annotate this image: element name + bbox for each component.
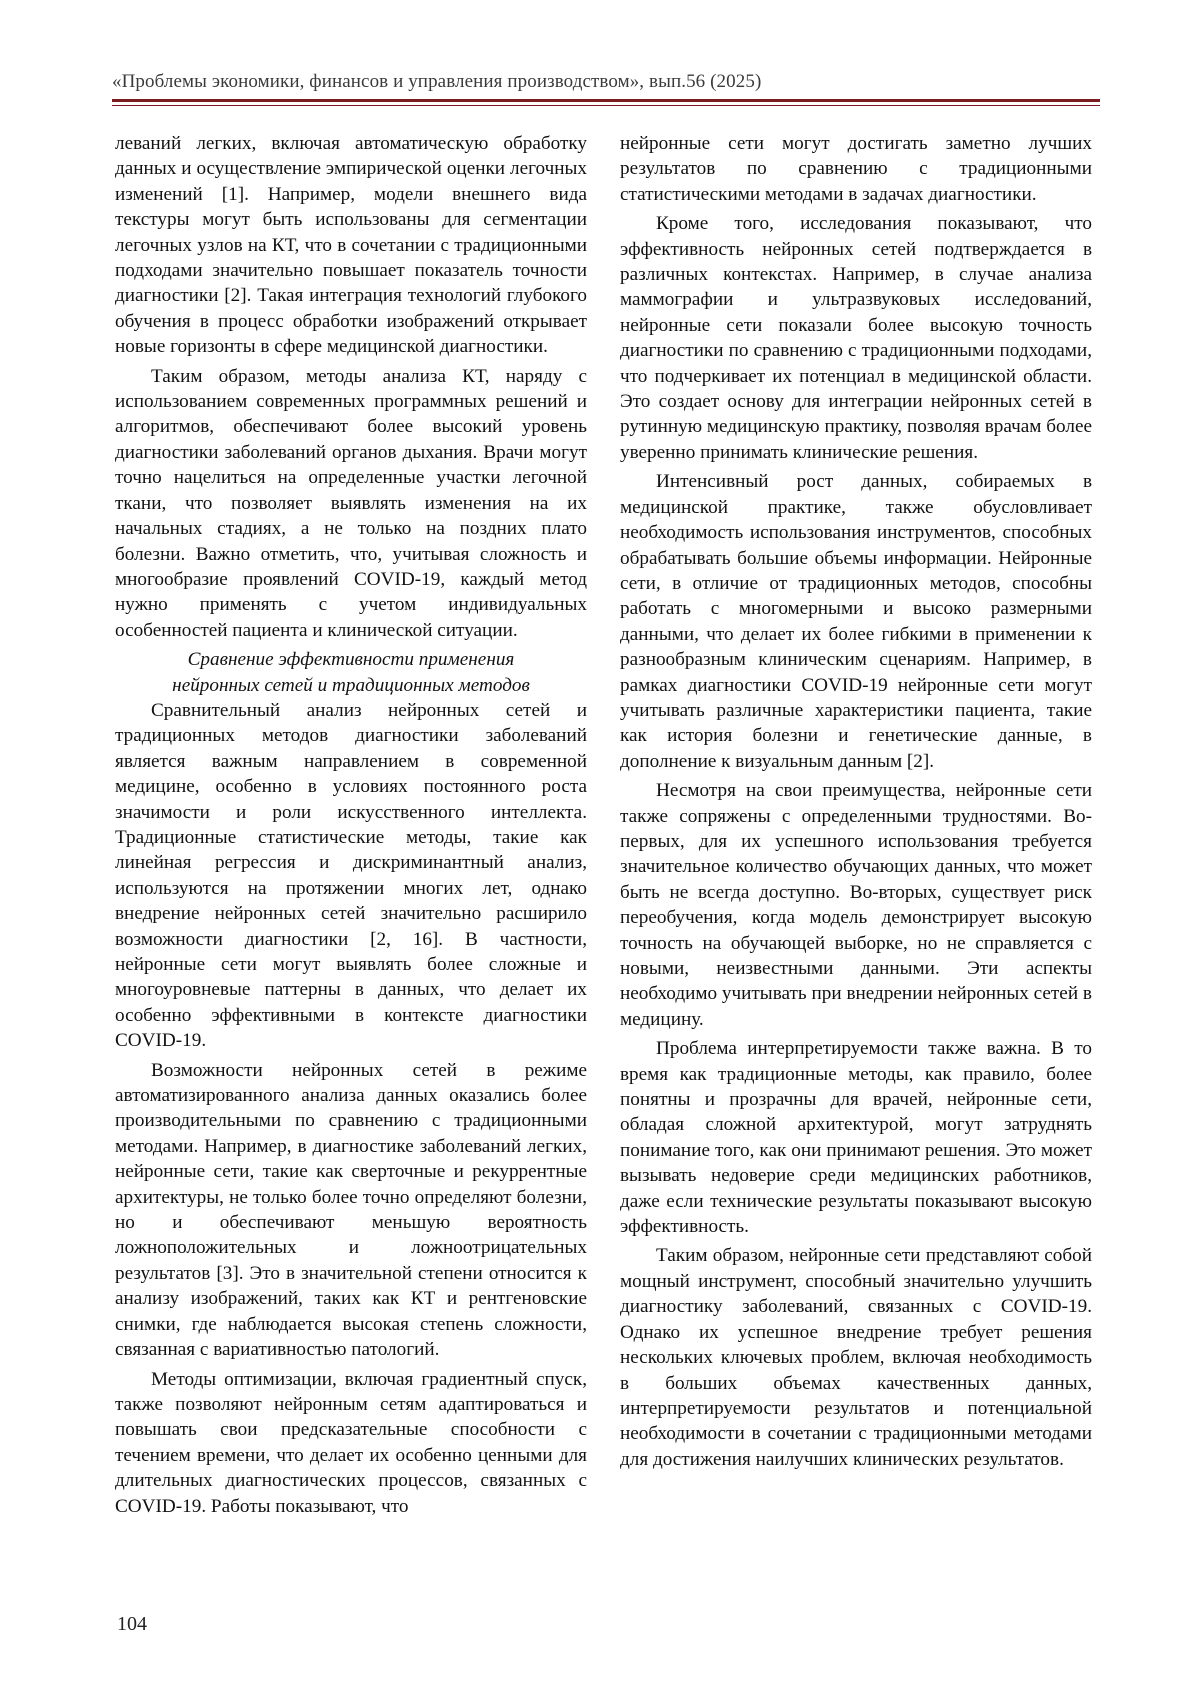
right-paragraph-6: Таким образом, нейронные сети представляют собой мощный инструмент, способный значительно улучшить диагностику заболеваний, связанных с COVID-19. Однако их успешное внедрение требует решения нескольких ключевых проблем, включая необходимость в больших объемах качественных данных, интерпретируемости результатов и потенциальной необходимости в сочетании с традиционными методами для достижения наилучших клинических результатов. [620, 1245, 1092, 1470]
subheading-line-1: Сравнение эффективности применения [187, 649, 515, 671]
right-paragraph-1: нейронные сети могут достигать заметно лучших результатов по сравнению с традиционными статистическими методами в задачах диагностики. [620, 133, 1092, 205]
page-number: 104 [117, 1613, 147, 1635]
running-header: «Проблемы экономики, финансов и управления производством», вып.56 (2025) [112, 71, 762, 92]
left-paragraph-3: Сравнительный анализ нейронных сетей и традиционных методов диагностики заболеваний является важным направлением в современной медицине, особенно в условиях постоянного роста значимости и роли искусственного интеллекта. Традиционные статистические методы, такие как линейная регрессия и дискриминантный анализ, используются на протяжении многих лет, однако внедрение нейронных сетей значительно расширило возможности диагностики [2, 16]. В частности, нейронные сети могут выявлять более сложные и многоуровневые паттерны в данных, что делает их особенно эффективными в контексте диагностики COVID-19. [115, 699, 587, 1052]
right-paragraph-5: Проблема интерпретируемости также важна. В то время как традиционные методы, как правило, более понятны и прозрачны для врачей, нейронные сети, обладая сложной архитектурой, могут затруднять понимание того, как они принимают решения. Это может вызывать недоверие среди медицинских работников, даже если технические результаты показывают высокую эффективность. [620, 1038, 1092, 1238]
subheading-line-2: нейронных сетей и традиционных методов [172, 674, 530, 696]
left-paragraph-2: Таким образом, методы анализа КТ, наряду с использованием современных программных решений и алгоритмов, обеспечивают более высокий уровень диагностики заболеваний органов дыхания. Врачи могут точно нацелиться на определенные участки легочной ткани, что позволяет выявлять изменения на их начальных стадиях, а не только на поздних плато болезни. Важно отметить, что, учитывая сложность и многообразие проявлений COVID-19, каждый метод нужно применять с учетом индивидуальных особенностей пациента и клинической ситуации. [115, 365, 587, 641]
left-column [115, 131, 587, 1523]
header-rule-thick [112, 99, 1100, 102]
right-paragraph-3: Интенсивный рост данных, собираемых в медицинской практике, также обусловливает необходимость использования инструментов, способных обрабатывать большие объемы информации. Нейронные сети, в отличие от традиционных методов, способны работать с многомерными и высоко размерными данными, что делает их более гибкими в применении к разнообразным клиническим сценариям. Например, в рамках диагностики COVID-19 нейронные сети могут учитывать различные характеристики пациента, такие как история болезни и генетические данные, в дополнение к визуальным данным [2]. [620, 471, 1092, 772]
left-paragraph-4: Возможности нейронных сетей в режиме автоматизированного анализа данных оказались более производительными по сравнению с традиционными методами. Например, в диагностике заболеваний легких, нейронные сети, такие как сверточные и рекуррентные архитектуры, не только более точно определяют болезни, но и обеспечивают меньшую вероятность ложноположительных и ложноотрицательных результатов [3]. Это в значительной степени относится к анализу изображений, таких как КТ и рентгеновские снимки, где наблюдается высокая степень сложности, связанная с вариативностью патологий. [115, 1059, 587, 1361]
left-paragraph-5: Методы оптимизации, включая градиентный спуск, также позволяют нейронным сетям адаптироваться и повышать свои предсказательные способности с течением времени, что делает их особенно ценными для длительных диагностических процессов, связанных с COVID-19. Работы показывают, что [115, 1368, 587, 1517]
section-subheading [115, 647, 587, 698]
left-paragraph-1: леваний легких, включая автоматическую обработку данных и осуществление эмпирической оценки легочных изменений [1]. Например, модели внешнего вида текстуры могут быть использованы для сегментации легочных узлов на КТ, что в сочетании с традиционными подходами значительно повышает показатель точности диагностики [2]. Такая интеграция технологий глубокого обучения в процесс обработки изображений открывает новые горизонты в сфере медицинской диагностики. [115, 133, 587, 358]
header-rule-thin [112, 105, 1100, 106]
right-paragraph-4: Несмотря на свои преимущества, нейронные сети также сопряжены с определенными трудностями. Во-первых, для их успешного использования требуется значительное количество обучающих данных, что может быть не всегда доступно. Во-вторых, существует риск переобучения, когда модель демонстрирует высокую точность на обучающей выборке, но не справляется с новыми, неизвестными данными. Эти аспекты необходимо учитывать при внедрении нейронных сетей в медицину. [620, 780, 1092, 1030]
right-paragraph-2: Кроме того, исследования показывают, что эффективность нейронных сетей подтверждается в различных контекстах. Например, в случае анализа маммографии и ультразвуковых исследований, нейронные сети показали более высокую точность диагностики по сравнению с традиционными подходами, что подчеркивает их потенциал в медицинской области. Это создает основу для интеграции нейронных сетей в рутинную медицинскую практику, позволяя врачам более уверенно принимать клинические решения. [620, 213, 1092, 463]
right-column [620, 131, 1092, 1476]
